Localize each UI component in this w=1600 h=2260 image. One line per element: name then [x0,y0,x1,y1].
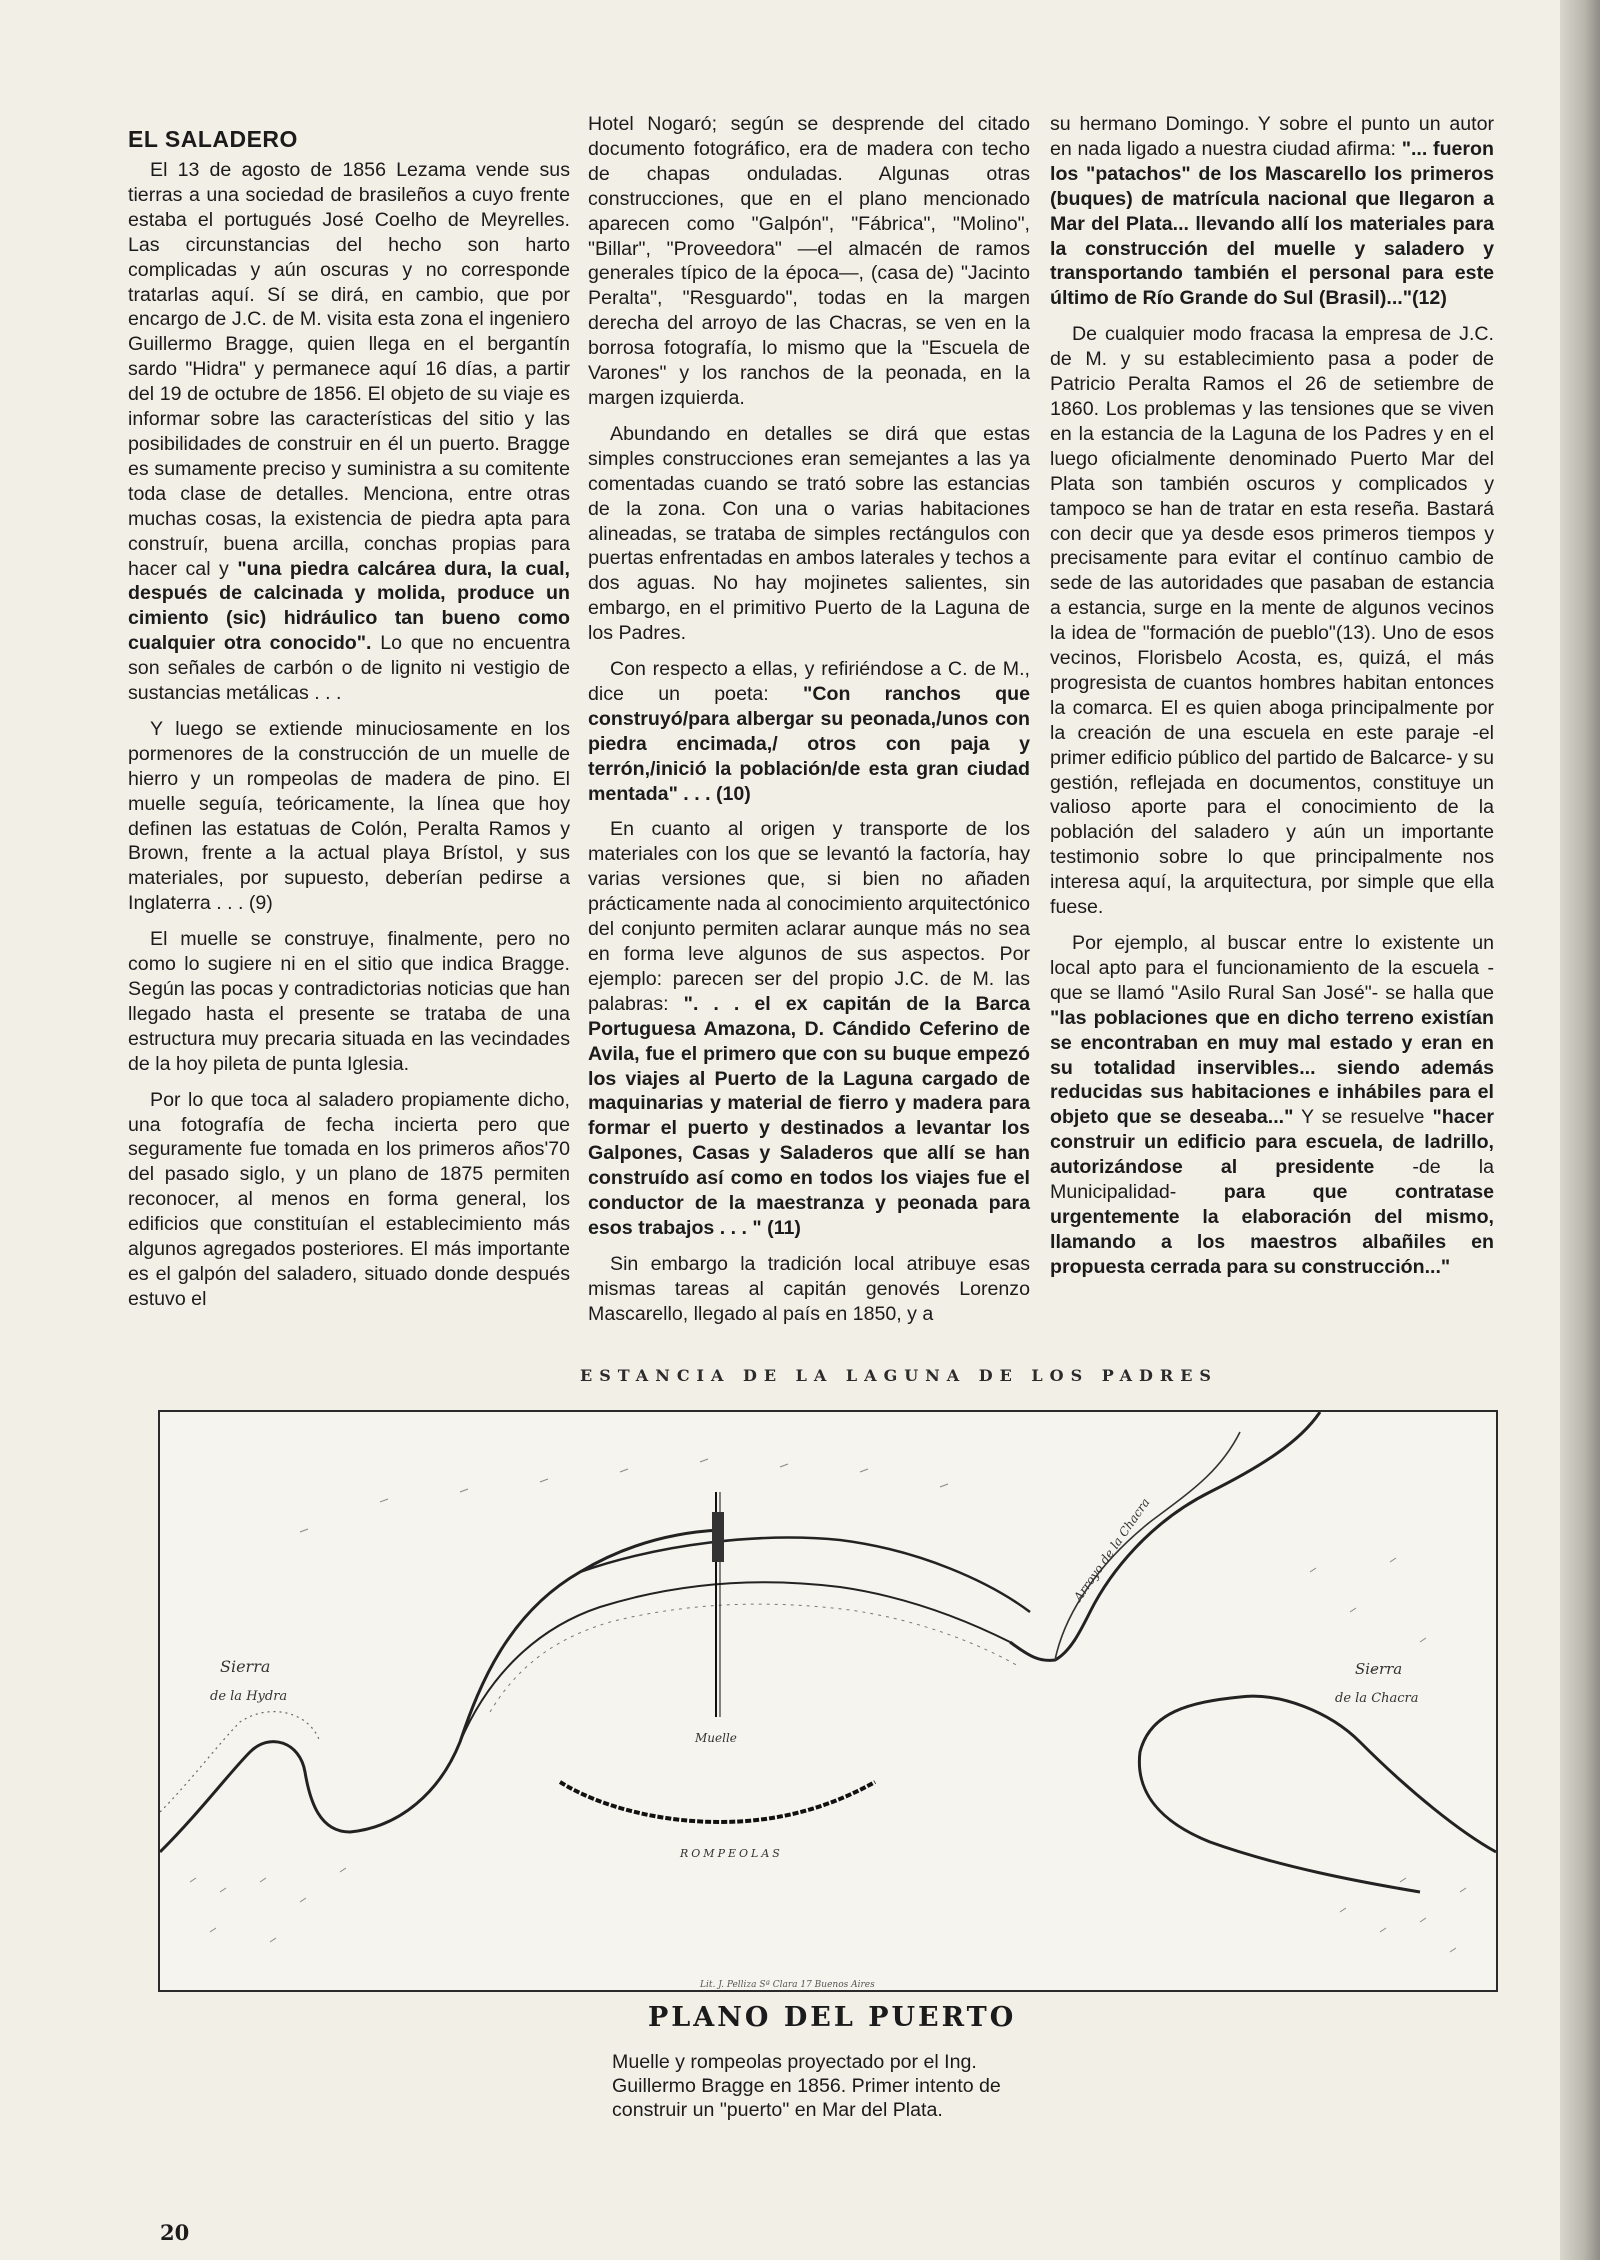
paragraph-text: Y se resuelve [1293,1106,1433,1129]
page-spine [1560,0,1600,2260]
caption-title: PLANO DEL PUERTO [648,2002,1017,2033]
paragraph-text: -de la Municipalidad- [1050,1156,1494,1204]
map-label-sierra-right-2: de la Chacra [1335,1691,1419,1706]
bay-beach [580,1538,1030,1612]
map-label-rompeolas: ROMPEOLAS [680,1847,783,1860]
paragraph [128,158,570,706]
paragraph-text: Lo que no encuentra son señales de carbón o de lignito ni vestigio de sustancias metálicas . . . [128,632,570,705]
paragraph-text: En cuanto al origen y transporte de los materiales con los que se levantó la factoría, hay varias versiones que, si bien no añaden prácticamente nada al conocimiento arquitectónico del conjunto permiten aclarar aunque más no sea en forma leve algunos de sus aspectos. Por ejemplo: parecen ser del propio J.C. de M. las palabras: [588,818,1030,1015]
text-column-2 [588,112,1030,1338]
paragraph: Y luego se extiende minuciosamente en los pormenores de la construcción de un muelle de hierro y un rompeolas de madera de pino. El muelle seguía, teóricamente, la línea que hoy definen las estatuas de Colón, Peralta Ramos y Brown, frente a la actual playa Brístol, y sus materiales, por supuesto, deberían pedirse a Inglaterra . . . (9) [128,717,570,915]
right-point [1139,1696,1496,1892]
map-label-sierra-left-1: Sierra [220,1657,271,1676]
caption-text: Muelle y rompeolas proyectado por el Ing. Guillermo Bragge en 1856. Primer intento de construir un "puerto" en Mar del Plata. [612,2051,1001,2121]
harbor-map-drawing [160,1412,1496,1990]
paragraph: Hotel Nogaró; según se desprende del citado documento fotográfico, era de madera con techo de chapas onduladas. Algunas otras construcciones, que en el plano mencionado aparecen como "Galpón", "Fábrica", "Molino", "Billar", "Proveedora" —el almacén de ramos generales típico de la época—, (casa de) "Jacinto Peralta", "Resguardo", todas en la margen derecha del arroyo de las Chacras, se ven en la borrosa fotografía, lo mismo que la "Escuela de Varones" y los ranchos de la peonada, en la margen izquierda. [588,113,1030,409]
paragraph: Por lo que toca al saladero propiamente dicho, una fotografía de fecha incierta pero que seguramente fue tomada en los primeros años'70 del pasado siglo, y un plano de 1875 permiten reconocer, al menos en forma general, los edificios que constituían el establecimiento más algunos agregados posteriores. El más importante es el galpón del saladero, situado donde después estuvo el [128,1088,570,1310]
paragraph [1050,931,1494,1280]
paragraph: Sin embargo la tradición local atribuye esas mismas tareas al capitán genovés Lorenzo Mascarello, llegado al país en 1850, y a [588,1252,1030,1325]
text-column-1 [128,118,570,1323]
paragraph-text: El 13 de agosto de 1856 Lezama vende sus tierras a una sociedad de brasileños a cuyo frente estaba el portugués José Coelho de Meyrelles. Las circunstancias del hecho son harto complicadas y aún oscuras y no corresponde tratarlas aquí. Sí se dirá, en cambio, que por encargo de J.C. de M. visita esta zona el ingeniero Guillermo Bragge, quien llega en el bergantín sardo "Hidra" y permanece aquí 16 días, a partir del 19 de octubre de 1856. El objeto de su viaje es informar sobre las características del sitio y las posibilidades de construir en él un puerto. Bragge es sumamente preciso y suministra a su comitente toda clase de detalles. Menciona, entre otras muchas cosas, la existencia de piedra apta para construír, buena arcilla, conchas propias para hacer cal y [128,159,570,580]
paragraph-text: Por ejemplo, al buscar entre lo existente un local apto para el funcionamiento de la escuela -que se llamó "Asilo Rural San José"- se halla que [1050,932,1494,1004]
quote-bold: para que contratase urgentemente la elaboración del mismo, llamando a los maestros albañiles en propuesta cerrada para su construcción..." [1050,1181,1494,1278]
section-heading: EL SALADERO [128,126,298,152]
plate-credit: Lit. J. Pelliza Sª Clara 17 Buenos Aires [700,1980,875,1990]
paragraph-text: Con respecto a ellas, y refiriéndose a C. de M., dice un poeta: [588,658,1030,705]
harbor-map [158,1410,1498,1992]
page-number: 20 [160,2220,190,2245]
right-coastline [1010,1412,1320,1660]
rompeolas-breakwater [560,1782,875,1822]
paragraph: El muelle se construye, finalmente, pero no como lo sugiere ni en el sitio que indica Bragge. Según las pocas y contradictorias noticias que han llegado hasta el presente se trataba de una estructura muy precaria situada en las vecindades de la hoy pileta de punta Iglesia. [128,928,570,1075]
paragraph [1050,112,1494,311]
map-label-muelle: Muelle [695,1731,737,1745]
paragraph-text: su hermano Domingo. Y sobre el punto un autor en nada ligado a nuestra ciudad afirma: [1050,113,1494,160]
quote-bold: ". . . el ex capitán de la Barca Portuguesa Amazona, D. Cándido Ceferino de Avila, fue el primero que con su buque empezó los viajes al Puerto de la Laguna cargado de maquinarias y material de fierro y madera para formar el puerto y destinados a levantar los Galpones, Casas y Saladeros que allí se han construído así como en todos los viajes fue el conductor de la maestranza y peonada para esos trabajos . . . " (11) [588,992,1030,1239]
quote-bold: "Con ranchos que construyó/para albergar su peonada,/unos con piedra encimada,/ otros con paja y terrón,/inició la población/de esta gran ciudad mentada" . . . (10) [588,682,1031,805]
paragraph: Abundando en detalles se dirá que estas simples construcciones eran semejantes a las ya comentadas cuando se trató sobre las estancias de la zona. Con una o varias habitaciones alineadas, se trataba de simples rectángulos con puertas enfrentadas en ambos laterales y techos a dos aguas. No hay mojinetes salientes, sin embargo, en el primitivo Puerto de la Laguna de los Padres. [588,422,1030,645]
quote-bold: "hacer construir un edificio para escuela, de ladrillo, autorizándose al presidente [1050,1106,1495,1179]
quote-bold: "una piedra calcárea dura, la cual, después de calcinada y molida, produce un cimiento (sic) hidráulico tan bueno como cualquier otra conocido". [128,557,570,655]
bay-shore [460,1582,1010,1742]
paragraph [588,817,1030,1240]
quote-bold: "las poblaciones que en dicho terreno existían se encontraban en muy mal estado y eran en su totalidad inservibles... siendo además reducidas sus habitaciones e inhábiles para el objeto que se deseaba..." [1050,1006,1494,1129]
paragraph: De cualquier modo fracasa la empresa de J.C. de M. y su establecimiento pasa a poder de Patricio Peralta Ramos el 26 de setiembre de 1860. Los problemas y las tensiones que se viven en la estancia de la Laguna de los Padres y en el luego oficialmente denominado Puerto Mar del Plata son también oscuros y complicados y tampoco se han de tratar en esta reseña. Bastará con decir que ya desde esos primeros tiempos y precisamente para evitar el contínuo cambio de sede de las autoridades que pasaban de estancia a estancia, surge en la mente de algunos vecinos la idea de "formación de pueblo"(13). Uno de esos vecinos, Florisbelo Acosta, es, quizá, el más progresista de cuantos hombres habitan entonces la comarca. El es quien aboga principalmente por la creación de una escuela en este paraje -el primer edificio público del partido de Balcarce- y su gestión, reflejada en documentos, constituye un valioso aporte para el conocimiento de la población del saladero y aún un importante testimonio sobre lo que principalmente nos interesa aquí, la arquitectura, por simple que ella fuese. [1050,323,1494,919]
paragraph [588,657,1030,806]
map-label-sierra-left-2: de la Hydra [210,1689,288,1704]
map-label-sierra-right-1: Sierra [1355,1660,1403,1678]
quote-bold: "... fueron los "patachos" de los Mascarello los primeros (buques) de matrícula nacional que llegaron a Mar del Plata... llevando allí los materiales para la construcción del muelle y saladero y transportando también el personal para este último de Río Grande do Sul (Brasil)..."(12) [1050,137,1494,310]
map-label-arroyo: Arroyo de la Chacra [1070,1495,1153,1604]
text-column-3 [1050,112,1494,1291]
map-title: ESTANCIA DE LA LAGUNA DE LOS PADRES [580,1366,1218,1385]
